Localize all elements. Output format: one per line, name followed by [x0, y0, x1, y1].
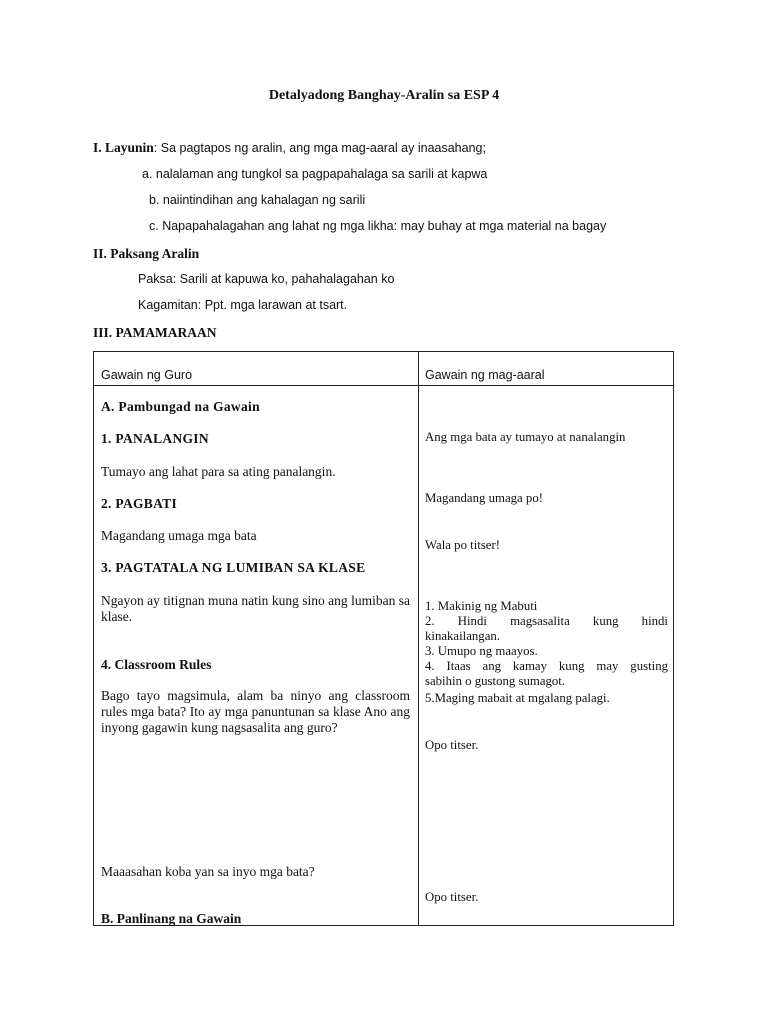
response-opo-1: Opo titser.	[425, 738, 479, 752]
classroom-rules-heading: 4. Classroom Rules	[101, 657, 212, 672]
rule-3: 3. Umupo ng maayos.	[425, 644, 538, 658]
header-divider	[94, 385, 673, 386]
response-panalangin: Ang mga bata ay tumayo at nanalangin	[425, 430, 626, 444]
document-title: Detalyadong Banghay-Aralin sa ESP 4	[268, 88, 500, 103]
rule-5: 5.Maging mabait at mgalang palagi.	[425, 691, 610, 705]
response-lumiban: Wala po titser!	[425, 538, 501, 552]
column-divider	[418, 352, 419, 925]
rule-1: 1. Makinig ng Mabuti	[425, 599, 538, 613]
pagtatala-heading: 3. PAGTATALA NG LUMIBAN SA KLASE	[101, 560, 366, 575]
pambungad-heading: A. Pambungad na Gawain	[101, 399, 260, 414]
paksang-aralin-heading: II. Paksang Aralin	[93, 246, 200, 261]
layunin-line	[93, 140, 486, 156]
paksa-line: Paksa: Sarili at kapuwa ko, pahahalagahan ko	[138, 272, 395, 286]
column-header-guro: Gawain ng Guro	[101, 368, 193, 382]
kagamitan-line: Kagamitan: Ppt. mga larawan at tsart.	[138, 298, 348, 312]
panalangin-text: Tumayo ang lahat para sa ating panalangin.	[101, 464, 336, 479]
response-pagbati: Magandang umaga po!	[425, 491, 543, 505]
layunin-heading: I. Layunin	[93, 140, 154, 155]
rule-4-line-2: sabihin o gustong sumagot.	[425, 674, 566, 688]
layunin-item-b: b. naiintindihan ang kahalagan ng sarili	[149, 193, 366, 207]
pagbati-text: Magandang umaga mga bata	[101, 528, 257, 543]
rule-2-line-1: 2. Hindi magsasalita kung hindi	[425, 614, 668, 628]
layunin-item-a: a. nalalaman ang tungkol sa pagpapahalaga sa sarili at kapwa	[142, 167, 488, 181]
classroom-rules-text: Bago tayo magsimula, alam ba ninyo ang classroom rules mga bata? Ito ay mga panuntunan sa klase Ano ang inyong gagawin kung nagsasalita ang guro?	[101, 688, 410, 735]
maaasahan-text: Maaasahan koba yan sa inyo mga bata?	[101, 864, 315, 879]
pagbati-heading: 2. PAGBATI	[101, 496, 178, 511]
response-opo-2: Opo titser.	[425, 890, 479, 904]
pagtatala-text: Ngayon ay titignan muna natin kung sino ang lumiban sa klase.	[101, 593, 410, 624]
rule-4-line-1: 4. Itaas ang kamay kung may gusting	[425, 659, 668, 673]
panalangin-heading: 1. PANALANGIN	[101, 431, 209, 446]
panlinang-heading: B. Panlinang na Gawain	[101, 911, 242, 926]
pamamaraan-heading: III. PAMAMARAAN	[93, 325, 217, 340]
rule-2-line-2: kinakailangan.	[425, 629, 500, 643]
layunin-intro: : Sa pagtapos ng aralin, ang mga mag-aaral ay inaasahang;	[153, 141, 486, 155]
column-header-mag-aaral: Gawain ng mag-aaral	[425, 368, 545, 382]
layunin-item-c: c. Napapahalagahan ang lahat ng mga likha: may buhay at mga material na bagay	[149, 219, 607, 233]
pamamaraan-table	[93, 351, 674, 926]
